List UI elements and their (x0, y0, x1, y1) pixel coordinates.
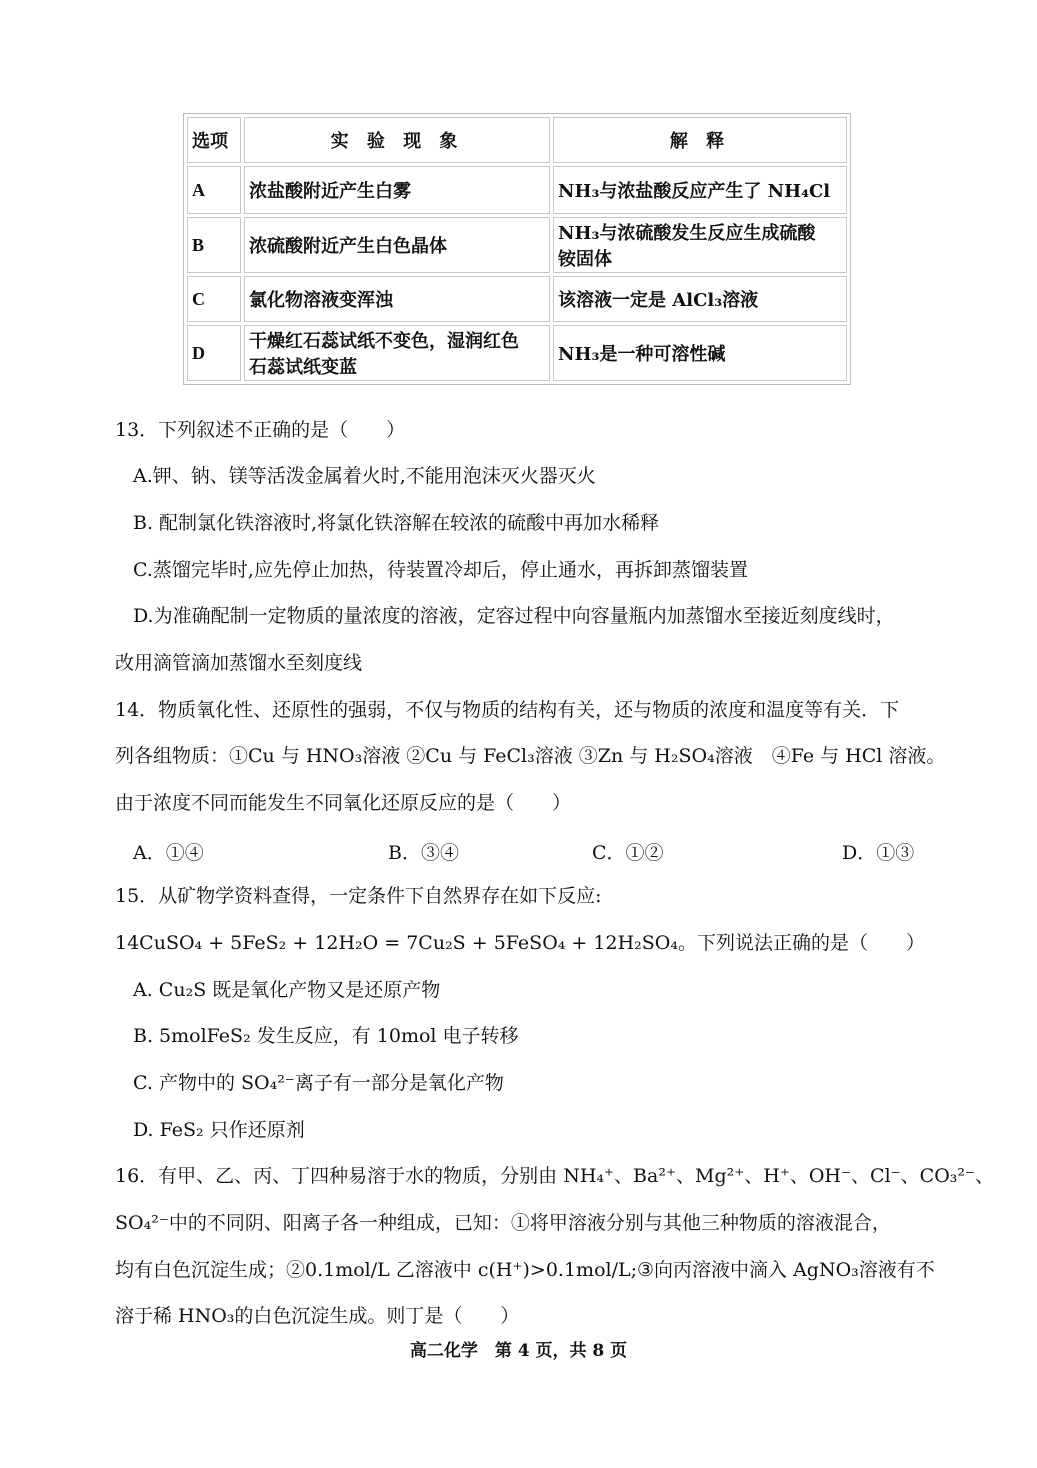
row-phenomenon-line: 干燥红石蕊试纸不变色，湿润红色 (249, 331, 519, 352)
table-header-row (187, 117, 847, 163)
q13-option-d: D.为准确配制一定物质的量浓度的溶液，定容过程中向容量瓶内加蒸馏水至接近刻度线时， (133, 605, 895, 627)
experiment-table (183, 113, 851, 385)
header-explanation: 解 释 (553, 117, 847, 163)
row-option: C (187, 276, 241, 322)
table-row (187, 276, 847, 322)
q16-stem-line2: SO₄²⁻中的不同阴、阳离子各一种组成，已知：①将甲溶液分别与其他三种物质的溶液混合， (115, 1212, 891, 1234)
q14-stem-line2: 列各组物质：①Cu 与 HNO₃溶液 ②Cu 与 FeCl₃溶液 ③Zn 与 H₂SO₄溶液 ④Fe 与 HCl 溶液。 (115, 745, 946, 767)
q15-stem-line1: 15．从矿物学资料查得，一定条件下自然界存在如下反应: (115, 885, 602, 907)
row-option: A (187, 166, 241, 214)
q15-option-d: D. FeS₂ 只作还原剂 (133, 1119, 305, 1141)
row-option: D (187, 325, 241, 381)
row-explanation: NH₃是一种可溶性碱 (553, 325, 847, 381)
row-explanation (553, 217, 847, 273)
q16-stem-line4: 溶于稀 HNO₃的白色沉淀生成。则丁是（ ） (115, 1305, 520, 1327)
q13-option-b: B. 配制氯化铁溶液时,将氯化铁溶解在较浓的硫酸中再加水稀释 (133, 512, 660, 534)
header-phenomenon: 实 验 现 象 (244, 117, 550, 163)
q13-option-d-cont: 改用滴管滴加蒸馏水至刻度线 (115, 652, 363, 674)
q16-stem-line3: 均有白色沉淀生成；②0.1mol/L 乙溶液中 c(H⁺)>0.1mol/L;③向丙溶液中滴入 AgNO₃溶液有不 (115, 1259, 935, 1281)
q13-option-c: C.蒸馏完毕时,应先停止加热，待装置冷却后，停止通水，再拆卸蒸馏装置 (133, 559, 748, 581)
q14-option-b: B．③④ (388, 842, 459, 864)
q13-option-a: A.钾、钠、镁等活泼金属着火时,不能用泡沫灭火器灭火 (133, 465, 596, 487)
row-phenomenon: 浓盐酸附近产生白雾 (244, 166, 550, 214)
q14-stem-line1: 14．物质氧化性、还原性的强弱，不仅与物质的结构有关，还与物质的浓度和温度等有关．下 (115, 699, 900, 721)
row-phenomenon-line: 石蕊试纸变蓝 (249, 357, 357, 378)
table-row (187, 325, 847, 381)
q14-option-a: A．①④ (133, 842, 204, 864)
q14-option-c: C．①② (592, 842, 664, 864)
table-row (187, 217, 847, 273)
row-explanation: NH₃与浓盐酸反应产生了 NH₄Cl (553, 166, 847, 214)
q15-option-a: A. Cu₂S 既是氧化产物又是还原产物 (133, 979, 441, 1001)
row-phenomenon: 浓硫酸附近产生白色晶体 (244, 217, 550, 273)
q15-option-c: C. 产物中的 SO₄²⁻离子有一部分是氧化产物 (133, 1072, 504, 1094)
row-phenomenon: 氯化物溶液变浑浊 (244, 276, 550, 322)
q13-stem: 13．下列叙述不正确的是（ ） (115, 419, 406, 441)
row-explanation-line: 铵固体 (558, 249, 612, 270)
row-phenomenon (244, 325, 550, 381)
page-footer: 高二化学 第 4 页，共 8 页 (409, 1341, 628, 1361)
table-row (187, 166, 847, 214)
row-explanation: 该溶液一定是 AlCl₃溶液 (553, 276, 847, 322)
q16-stem-line1: 16．有甲、乙、丙、丁四种易溶于水的物质，分别由 NH₄⁺、Ba²⁺、Mg²⁺、H⁺、OH⁻、Cl⁻、CO₃²⁻、 (115, 1165, 995, 1187)
row-explanation-line: NH₃与浓硫酸发生反应生成硫酸 (558, 223, 816, 244)
q14-option-d: D．①③ (842, 842, 915, 864)
row-option: B (187, 217, 241, 273)
header-option: 选项 (187, 117, 241, 163)
q14-stem-line3: 由于浓度不同而能发生不同氧化还原反应的是（ ） (115, 792, 572, 814)
q15-equation: 14CuSO₄ + 5FeS₂ + 12H₂O = 7Cu₂S + 5FeSO₄ + 12H₂SO₄。下列说法正确的是（ ） (115, 932, 925, 954)
q15-option-b: B. 5molFeS₂ 发生反应，有 10mol 电子转移 (133, 1025, 519, 1047)
